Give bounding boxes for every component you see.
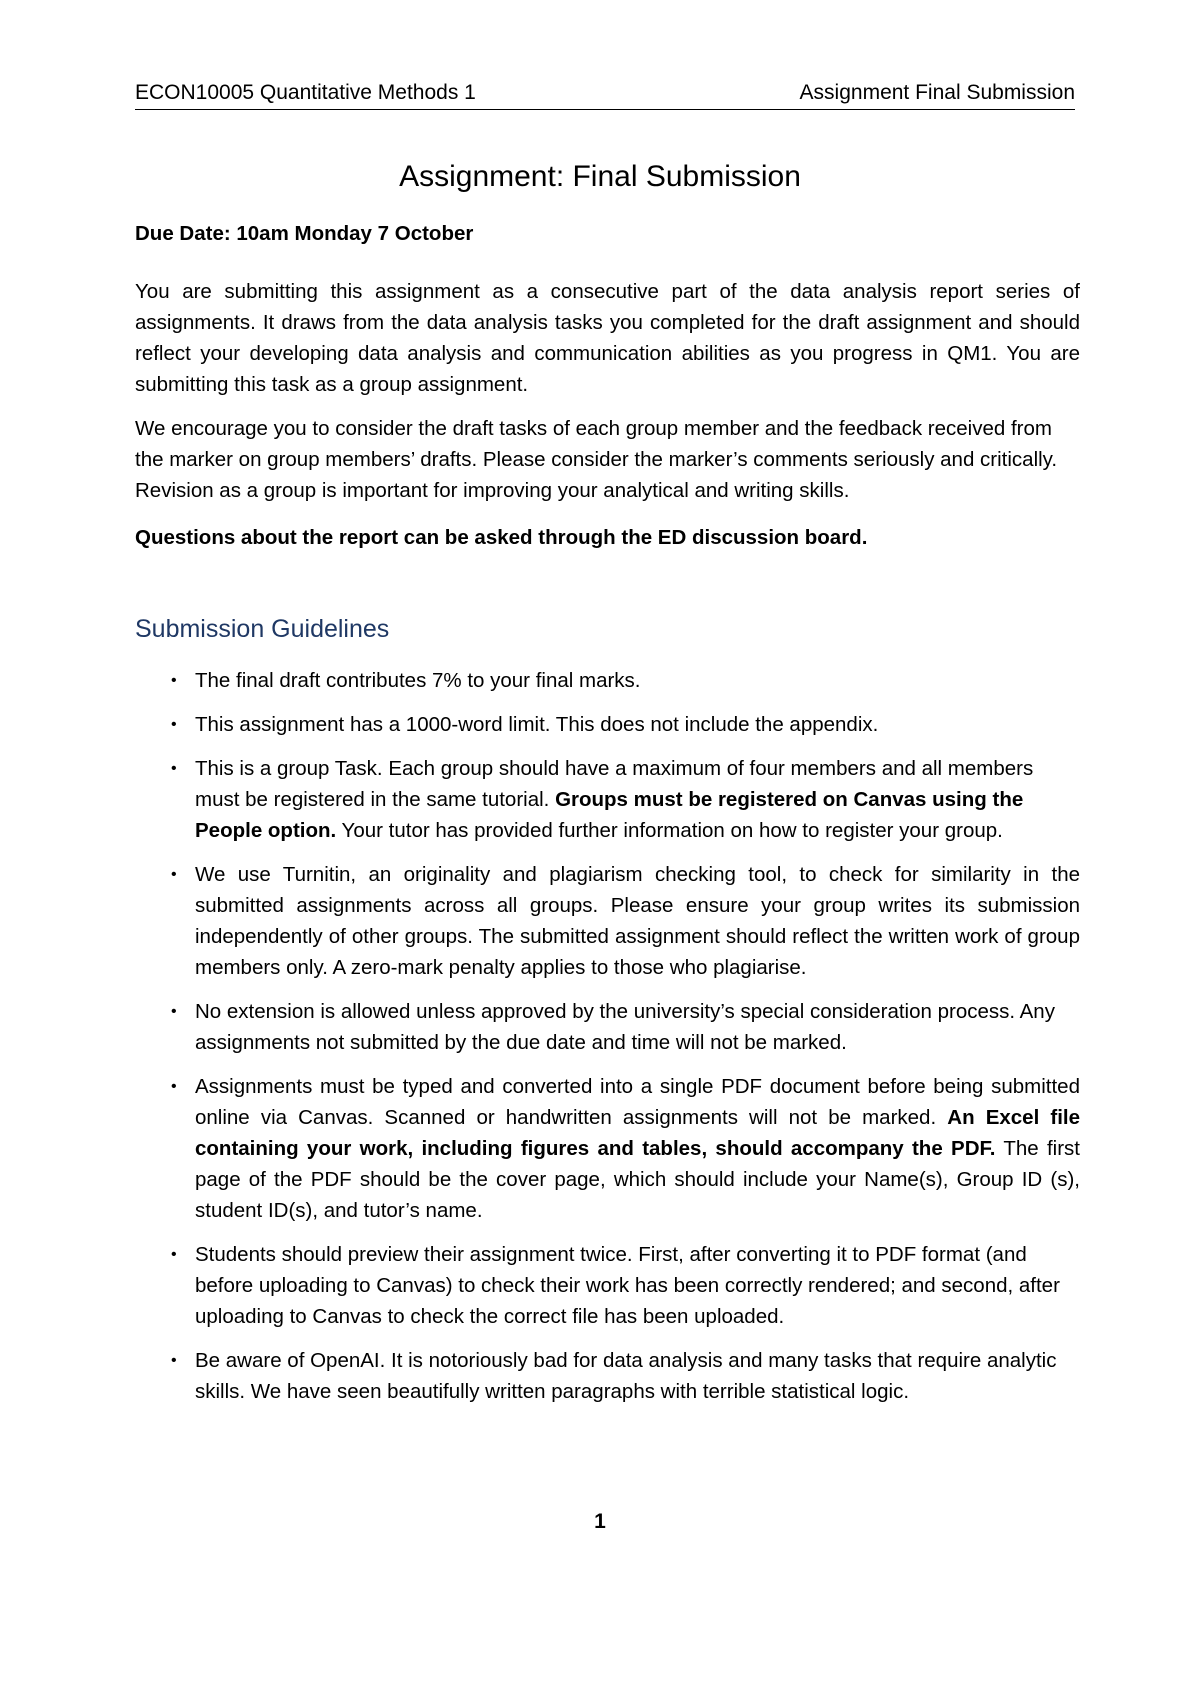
list-item-text-part: Your tutor has provided further information on how to register your group. bbox=[336, 819, 1003, 842]
list-item-bold-text: An Excel file containing your work, including figures and tables, should accompany the PDF. bbox=[195, 1106, 1080, 1160]
bullet-icon: • bbox=[171, 672, 177, 689]
page-title: Assignment: Final Submission bbox=[399, 160, 801, 193]
header-document-title: Assignment Final Submission bbox=[799, 81, 1075, 104]
list-item bbox=[135, 753, 1080, 846]
list-item-text: No extension is allowed unless approved by the university’s special consideration process. Any assignments not submitted by the due date and time will not be marked. bbox=[195, 1000, 1055, 1054]
list-item-text: We use Turnitin, an originality and plagiarism checking tool, to check for similarity in the submitted assignments across all groups. Please ensure your group writes its submission independently of other groups. The submitted assignment should reflect the written work of group members only. A zero-mark penalty applies to those who plagiarise. bbox=[195, 863, 1080, 979]
list-item-text bbox=[195, 1075, 1080, 1222]
list-item bbox=[135, 859, 1080, 983]
intro-paragraph-3: Questions about the report can be asked through the ED discussion board. bbox=[135, 526, 868, 549]
list-item-bold-text: Groups must be registered on Canvas using the People option. bbox=[195, 788, 1024, 842]
intro-paragraph-1: You are submitting this assignment as a consecutive part of the data analysis report series of assignments. It draws from the data analysis tasks you completed for the draft assignment and should reflect your developing data analysis and communication abilities as you progress in QM1. You are submitting this task as a group assignment. bbox=[135, 280, 1080, 396]
bullet-icon: • bbox=[171, 760, 177, 777]
guidelines-list bbox=[135, 665, 1080, 1420]
bullet-icon: • bbox=[171, 1352, 177, 1369]
list-item bbox=[135, 1071, 1080, 1226]
list-item bbox=[135, 1345, 1080, 1407]
intro-paragraph-2: We encourage you to consider the draft tasks of each group member and the feedback received from the marker on group members’ drafts. Please consider the marker’s comments seriously and critically. Revision as a group is important for improving your analytical and writing skills. bbox=[135, 417, 1058, 502]
list-item-text: Students should preview their assignment twice. First, after converting it to PDF format (and before uploading to Canvas) to check their work has been correctly rendered; and second, after uploading to Canvas to check the correct file has been uploaded. bbox=[195, 1243, 1060, 1328]
list-item-text-part: The first page of the PDF should be the cover page, which should include your Name(s), Group ID (s), student ID(s), and tutor’s name. bbox=[195, 1137, 1081, 1222]
due-date: Due Date: 10am Monday 7 October bbox=[135, 222, 474, 245]
list-item-text: The final draft contributes 7% to your final marks. bbox=[195, 669, 641, 692]
list-item-text: Be aware of OpenAI. It is notoriously bad for data analysis and many tasks that require analytic skills. We have seen beautifully written paragraphs with terrible statistical logic. bbox=[195, 1349, 1057, 1403]
list-item-text-part: Assignments must be typed and converted into a single PDF document before being submitted online via Canvas. Scanned or handwritten assignments will not be marked. bbox=[195, 1075, 1080, 1129]
bullet-icon: • bbox=[171, 716, 177, 733]
list-item bbox=[135, 665, 1080, 696]
page-number: 1 bbox=[594, 1510, 606, 1533]
bullet-icon: • bbox=[171, 866, 177, 883]
running-header bbox=[135, 80, 1075, 110]
bullet-icon: • bbox=[171, 1078, 177, 1095]
list-item bbox=[135, 996, 1080, 1058]
header-course-title: ECON10005 Quantitative Methods 1 bbox=[135, 81, 476, 104]
list-item bbox=[135, 1239, 1080, 1332]
list-item-text bbox=[195, 757, 1033, 842]
bullet-icon: • bbox=[171, 1246, 177, 1263]
list-item-text: This assignment has a 1000-word limit. This does not include the appendix. bbox=[195, 713, 879, 736]
list-item-text-part: This is a group Task. Each group should have a maximum of four members and all members must be registered in the same tutorial. bbox=[195, 757, 1034, 811]
section-heading-submission-guidelines: Submission Guidelines bbox=[135, 615, 390, 643]
bullet-icon: • bbox=[171, 1003, 177, 1020]
list-item bbox=[135, 709, 1080, 740]
